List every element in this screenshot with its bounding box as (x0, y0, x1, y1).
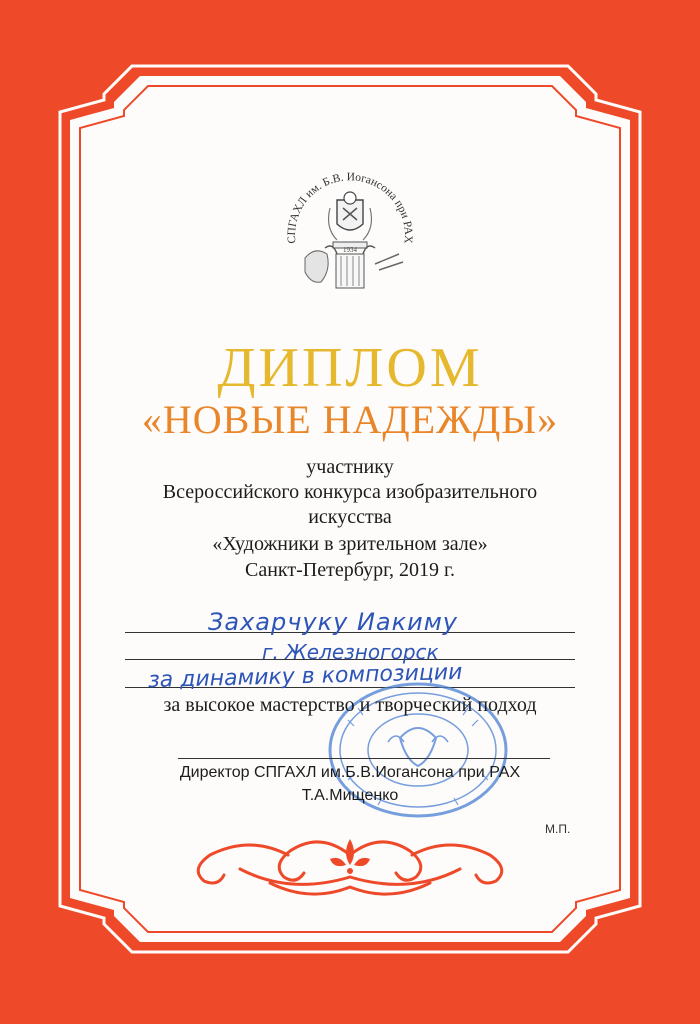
contest-name: «Художники в зрительном зале» (212, 533, 488, 555)
diploma-subtitle: «НОВЫЕ НАДЕЖДЫ» (141, 397, 559, 442)
place-and-year: Санкт-Петербург, 2019 г. (244, 559, 456, 581)
academy-crest-icon (275, 158, 425, 308)
diploma-title: ДИПЛОМ (217, 337, 483, 399)
emblem-text: СПГАХЛ им. Б.В. Иогансона при РАХ (285, 171, 415, 244)
signature-line (178, 758, 550, 759)
recipient-lead: участнику (306, 456, 394, 478)
handwritten-reason: за динамику в композиции (147, 659, 463, 694)
contest-line-2: искусства (308, 506, 392, 528)
director-title: Директор СПГАХЛ им.Б.В.Иогансона при РАХ (179, 764, 521, 781)
handwritten-recipient: Захарчуку Иакиму (208, 608, 459, 636)
emblem-year: 1934 (343, 246, 357, 254)
contest-line-1: Всероссийского конкурса изобразительного (162, 481, 538, 503)
merit-text: за высокое мастерство и творческий подход (163, 694, 537, 716)
handwritten-city: г. Железногорск (262, 640, 439, 664)
stamp-place-label: М.П. (545, 822, 571, 836)
director-name: Т.А.Мищенко (301, 787, 399, 804)
scroll-flourish-icon (180, 825, 520, 905)
